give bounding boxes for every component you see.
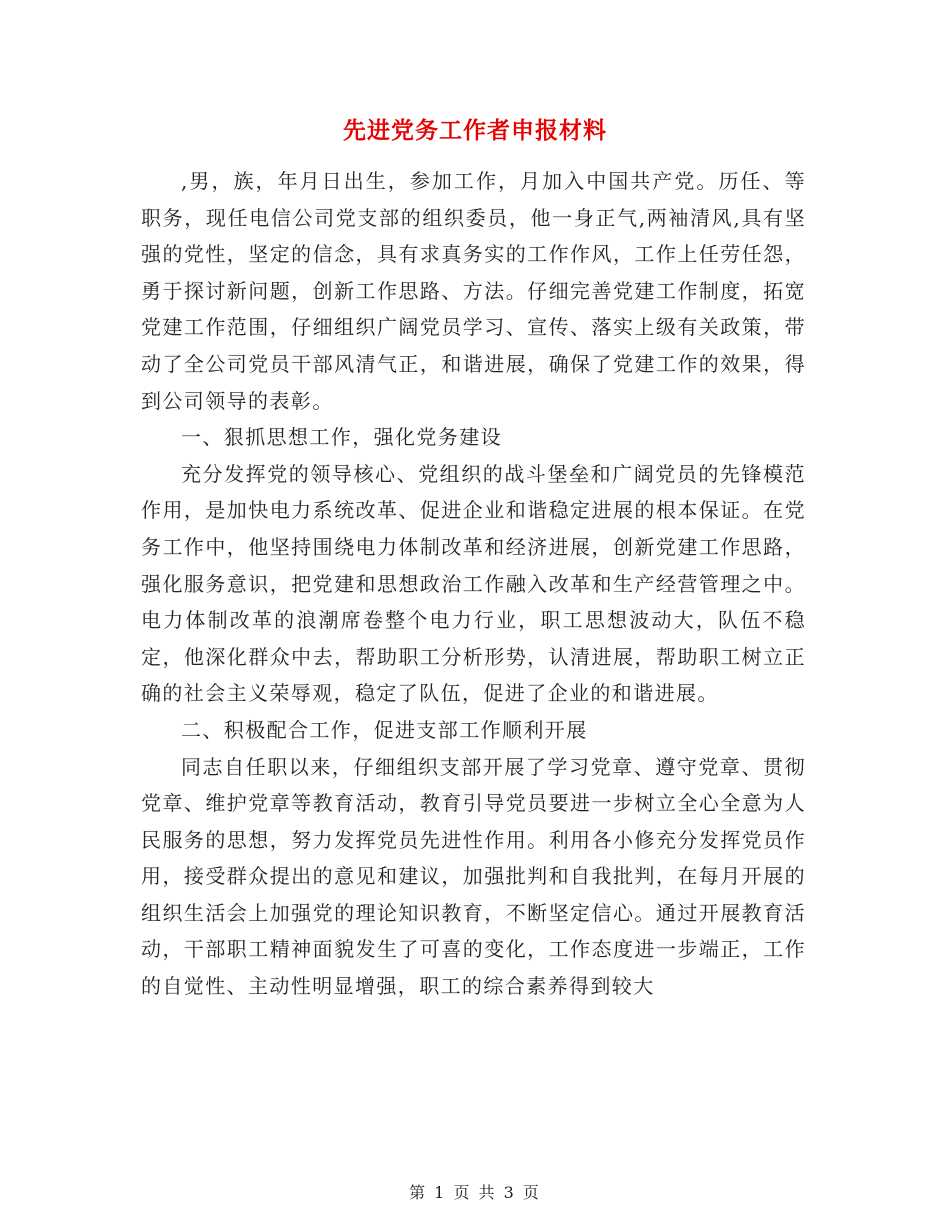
- section-heading-1: 一、狠抓思想工作，强化党务建设: [181, 425, 502, 450]
- document-body: [141, 163, 806, 1005]
- document-title: 先进党务工作者申报材料: [343, 118, 607, 144]
- paragraph-intro: ,男，族，年月日出生，参加工作，月加入中国共产党。历任、等职务，现任电信公司党支部的组织委员，他一身正气,两袖清风,具有坚强的党性，坚定的信念，具有求真务实的工作作风，工作上任劳任怨，勇于探讨新问题，创新工作思路、方法。仔细完善党建工作制度，拓宽党建工作范围，仔细组织广阔党员学习、宣传、落实上级有关政策，带动了全公司党员干部风清气正，和谐进展，确保了党建工作的效果，得到公司领导的表彰。: [141, 169, 806, 413]
- paragraph-section-1: 充分发挥党的领导核心、党组织的战斗堡垒和广阔党员的先锋模范作用，是加快电力系统改革、促进企业和谐稳定进展的根本保证。在党务工作中，他坚持围绕电力体制改革和经济进展，创新党建工作思路，强化服务意识，把党建和思想政治工作融入改革和生产经营管理之中。电力体制改革的浪潮席卷整个电力行业，职工思想波动大，队伍不稳定，他深化群众中去，帮助职工分析形势，认清进展，帮助职工树立正确的社会主义荣辱观，稳定了队伍，促进了企业的和谐进展。: [141, 461, 806, 706]
- page-number-footer: 第 1 页 共 3 页: [409, 1183, 541, 1202]
- paragraph-section-2: 同志自任职以来，仔细组织支部开展了学习党章、遵守党章、贯彻党章、维护党章等教育活动，教育引导党员要进一步树立全心全意为人民服务的思想，努力发挥党员先进性作用。利用各小修充分发挥党员作用，接受群众提出的意见和建议，加强批判和自我批判，在每月开展的组织生活会上加强党的理论知识教育，不断坚定信心。通过开展教育活动，干部职工精神面貌发生了可喜的变化，工作态度进一步端正，工作的自觉性、主动性明显增强，职工的综合素养得到较大: [141, 754, 806, 999]
- section-heading-2: 二、积极配合工作，促进支部工作顺利开展: [181, 717, 588, 742]
